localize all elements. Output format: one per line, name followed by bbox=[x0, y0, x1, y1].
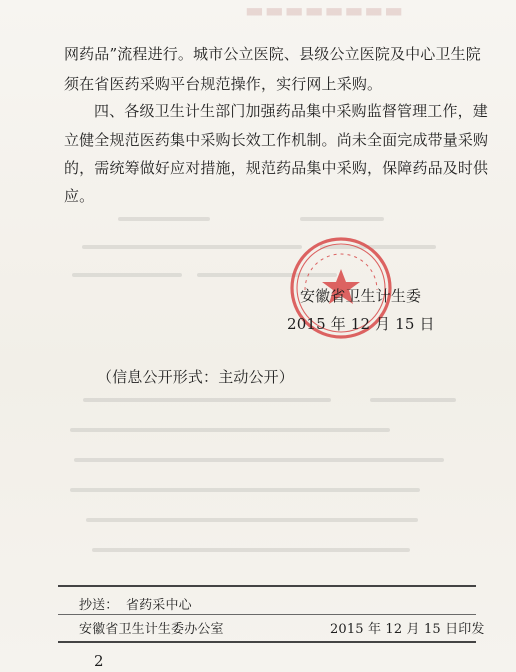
paragraph-2-line-4: 应。 bbox=[64, 187, 95, 205]
bleed-through-header: ▬▬▬▬▬▬▬▬ bbox=[245, 0, 405, 22]
page-number: 2 bbox=[94, 652, 104, 670]
paragraph-2-line-2: 立健全规范医药集中采购长效工作机制。尚未全面完成带量采购 bbox=[64, 131, 489, 149]
paragraph-2-line-1: 四、各级卫生计生部门加强药品集中采购监督管理工作，建 bbox=[94, 102, 488, 120]
paragraph-1-line-1: 网药品”流程进行。城市公立医院、县级公立医院及中心卫生院 bbox=[64, 45, 481, 63]
paragraph-1-line-2: 须在省医药采购平台规范操作，实行网上采购。 bbox=[64, 75, 383, 93]
print-date: 2015 年 12 月 15 日印发 bbox=[330, 622, 485, 637]
paragraph-2-line-3: 的，需统筹做好应对措施，规范药品集中采购，保障药品及时供 bbox=[64, 159, 489, 177]
office-name: 安徽省卫生计生委办公室 bbox=[79, 622, 224, 637]
cc-target: 省药采中心 bbox=[126, 598, 192, 613]
cc-label: 抄送： bbox=[79, 598, 119, 613]
footer-middle-rule bbox=[58, 614, 476, 615]
issue-date: 2015 年 12 月 15 日 bbox=[287, 315, 435, 333]
disclosure-note: （信息公开形式：主动公开） bbox=[97, 368, 294, 386]
footer-top-rule bbox=[58, 585, 476, 587]
footer-bottom-rule bbox=[58, 641, 476, 643]
issuer-name: 安徽省卫生计生委 bbox=[300, 287, 422, 305]
